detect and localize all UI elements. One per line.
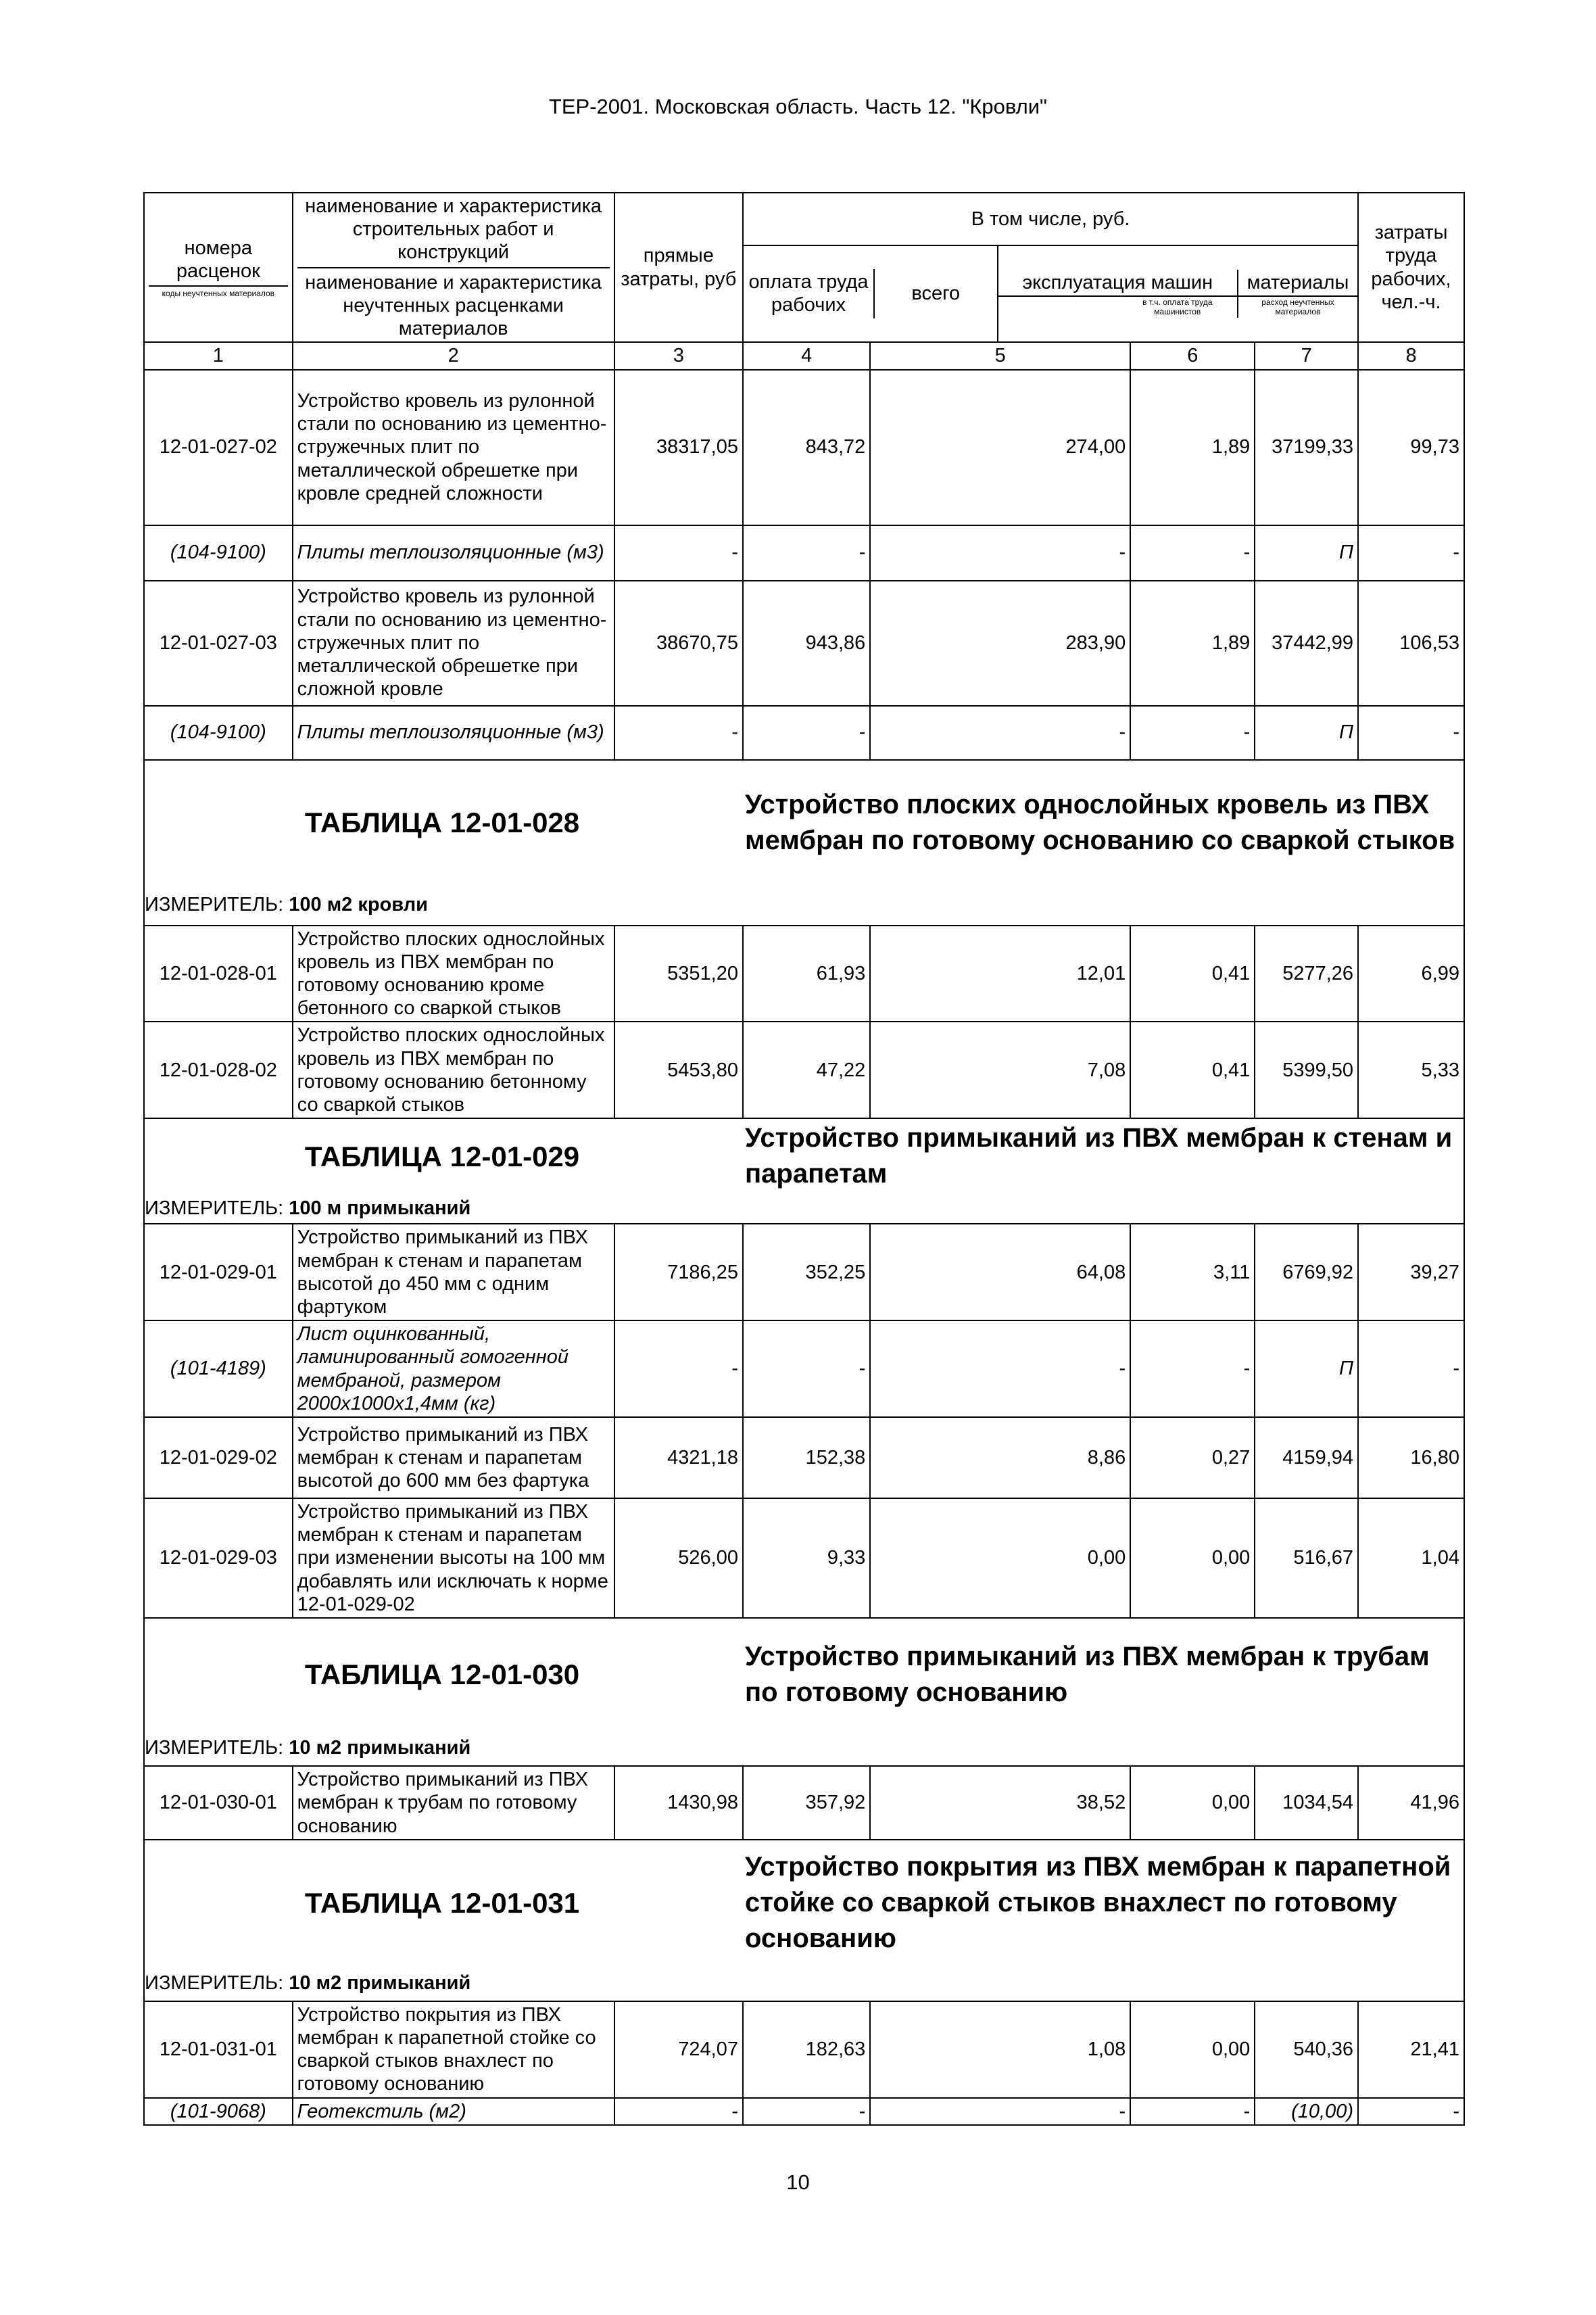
section-031-measure: ИЗМЕРИТЕЛЬ: 10 м2 примыканий [144, 1965, 1464, 2001]
table-029-measure: 100 м примыканий [289, 1197, 471, 1220]
table-row: 12-01-029-02 Устройство примыканий из ПВХ мембран к стенам и парапетам высотой до 600 мм без фартука 4321,18 152,38 8,86 0,27 4159,94 16,80 [144, 1417, 1464, 1498]
header-labor-and-machines [743, 245, 998, 343]
header-names: наименование и характеристика строительных работ и конструкций наименование и характеристика неучтенных расценками материалов [293, 193, 614, 342]
section-028-measure: ИЗМЕРИТЕЛЬ: 100 м2 кровли [144, 886, 1464, 926]
header-machines: эксплуатация машин [998, 270, 1238, 296]
section-030-measure: ИЗМЕРИТЕЛЬ: 10 м2 примыканий [144, 1730, 1464, 1766]
page-number: 10 [786, 2170, 810, 2194]
section-029-measure: ИЗМЕРИТЕЛЬ: 100 м примыканий [144, 1193, 1464, 1224]
table-031-measure: 10 м2 примыканий [289, 1972, 471, 1994]
table-030-label: ТАБЛИЦА 12-01-030 [304, 1658, 580, 1690]
table-row: (101-9068) Геотекстиль (м2) - - - - (10,00) - [144, 2098, 1464, 2125]
table-row: 12-01-029-03 Устройство примыканий из ПВХ мембран к стенам и парапетам при изменении высоты на 100 мм добавлять или исключать к норме 12-01-029-02 526,00 9,33 0,00 0,00 516,67 1,04 [144, 1498, 1464, 1618]
header-operator-pay: в т.ч. оплата труда машинистов [1142, 297, 1213, 316]
page-title: ТЕР-2001. Московская область. Часть 12. "Кровли" [548, 95, 1048, 118]
header-unaccounted-materials: расход неучтенных материалов [1238, 296, 1357, 317]
table-030-title: Устройство примыканий из ПВХ мембран к трубам по готовому основанию [745, 1641, 1430, 1707]
table-028-label: ТАБЛИЦА 12-01-028 [304, 807, 580, 839]
header-codes: номера расценок коды неучтенных материалов [144, 193, 293, 342]
table-028-title: Устройство плоских однослойных кровель из ПВХ мембран по готовому основанию со сваркой стыков [745, 790, 1455, 856]
table-031-title: Устройство покрытия из ПВХ мембран к парапетной стойке со сваркой стыков внахлест по готовому основанию [745, 1852, 1451, 1953]
section-030 [144, 1618, 1464, 1730]
header-machines-materials [998, 245, 1358, 343]
header-direct-costs: прямые затраты, руб [614, 193, 743, 342]
header-labor-hours: затраты труда рабочих, чел.-ч. [1358, 193, 1464, 342]
table-030-measure: 10 м2 примыканий [289, 1737, 471, 1759]
header-labor-pay: оплата труда рабочих [744, 269, 874, 318]
table-028-measure: 100 м2 кровли [289, 894, 428, 916]
table-031-label: ТАБЛИЦА 12-01-031 [304, 1886, 580, 1919]
header-materials: материалы [1238, 270, 1357, 296]
header-machines-total: всего [911, 283, 961, 305]
table-row: (101-4189) Лист оцинкованный, ламинированный гомогенной мембраной, размером 2000х1000х1,4мм (кг) - - - - П - [144, 1320, 1464, 1417]
table-row: 12-01-031-01 Устройство покрытия из ПВХ мембран к парапетной стойке со сваркой стыков внахлест по готовому основанию 724,07 182,63 1,08 0,00 540,36 21,41 [144, 2001, 1464, 2098]
section-028 [144, 760, 1464, 886]
table-row: 12-01-027-02 Устройство кровель из рулонной стали по основанию из цементно-стружечных плит по металлической обрешетке при кровле средней сложности 38317,05 843,72 274,00 1,89 37199,33 99,73 [144, 370, 1464, 525]
table-029-label: ТАБЛИЦА 12-01-029 [304, 1140, 580, 1172]
table-029-title: Устройство примыканий из ПВХ мембран к стенам и парапетам [745, 1123, 1453, 1189]
table-row: 12-01-030-01 Устройство примыканий из ПВХ мембран к трубам по готовому основанию 1430,98 357,92 38,52 0,00 1034,54 41,96 [144, 1766, 1464, 1840]
table-row: 12-01-028-02 Устройство плоских однослойных кровель из ПВХ мембран по готовому основанию бетонному со сваркой стыков 5453,80 47,22 7,08 0,41 5399,50 5,33 [144, 1022, 1464, 1118]
header-group: В том числе, руб. [743, 193, 1358, 245]
table-row: 12-01-029-01 Устройство примыканий из ПВХ мембран к стенам и парапетам высотой до 450 мм с одним фартуком 7186,25 352,25 64,08 3,11 6769,92 39,27 [144, 1224, 1464, 1320]
table-row: 12-01-028-01 Устройство плоских однослойных кровель из ПВХ мембран по готовому основанию кроме бетонного со сваркой стыков 5351,20 61,93 12,01 0,41 5277,26 6,99 [144, 926, 1464, 1022]
section-031 [144, 1840, 1464, 1965]
rates-sheet [143, 192, 1465, 2126]
rates-table [143, 192, 1465, 2126]
table-row: (104-9100) Плиты теплоизоляционные (м3) - - - - П - [144, 525, 1464, 581]
table-row: (104-9100) Плиты теплоизоляционные (м3) - - - - П - [144, 706, 1464, 760]
section-029 [144, 1118, 1464, 1193]
table-row: 12-01-027-03 Устройство кровель из рулонной стали по основанию из цементно-стружечных плит по металлической обрешетке при сложной кровле 38670,75 943,86 283,90 1,89 37442,99 106,53 [144, 581, 1464, 706]
column-numbers-row: 1 2 3 4 5 6 7 8 [144, 342, 1464, 369]
